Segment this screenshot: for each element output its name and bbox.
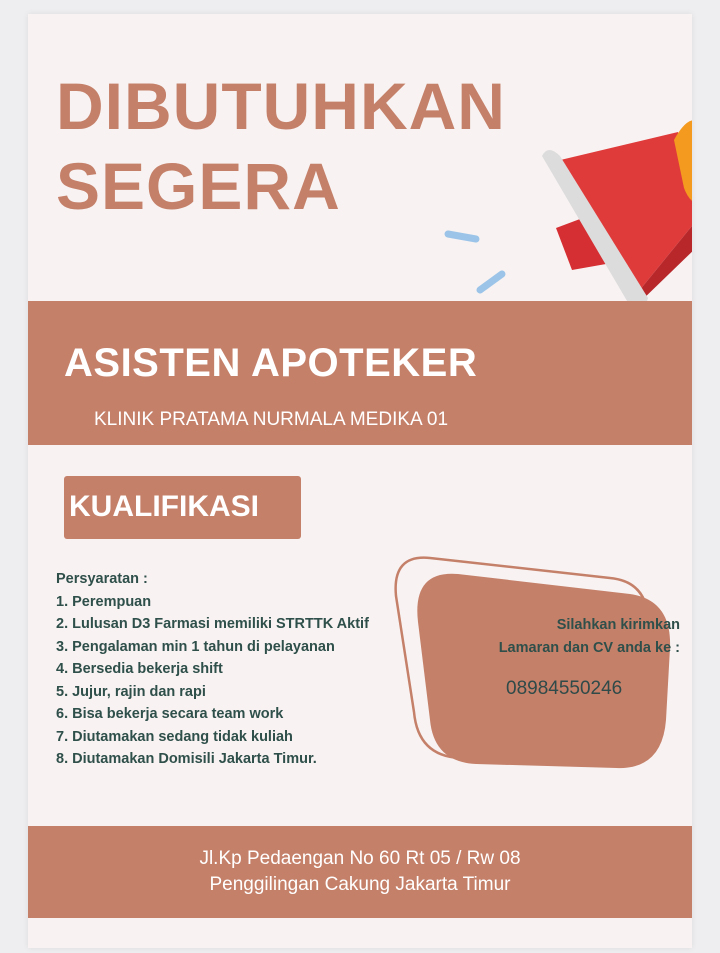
- clinic-name: KLINIK PRATAMA NURMALA MEDIKA 01: [94, 409, 449, 430]
- qualification-heading-box: [64, 476, 301, 539]
- requirements-list: [56, 568, 369, 771]
- contact-line-1: Silahkan kirimkan: [556, 617, 680, 633]
- list-item: 1. Perempuan: [56, 593, 152, 610]
- job-poster: [28, 14, 692, 948]
- job-title: ASISTEN APOTEKER: [64, 341, 478, 385]
- address-line-1: Jl.Kp Pedaengan No 60 Rt 05 / Rw 08: [199, 848, 521, 869]
- list-item: 4. Bersedia bekerja shift: [56, 661, 223, 677]
- headline-line-2: SEGERA: [56, 149, 341, 223]
- list-item: 8. Diutamakan Domisili Jakarta Timur.: [56, 751, 317, 767]
- list-item: 2. Lulusan D3 Farmasi memiliki STRTTK Aktif: [56, 616, 369, 632]
- address-banner: [28, 826, 692, 918]
- job-banner: [28, 301, 692, 445]
- contact-instructions: [436, 614, 680, 660]
- list-item: 3. Pengalaman min 1 tahun di pelayanan: [56, 638, 335, 655]
- phone-number: 08984550246: [506, 678, 623, 699]
- address: [28, 846, 692, 898]
- list-item: 5. Jujur, rajin dan rapi: [56, 683, 206, 700]
- list-item: 7. Diutamakan sedang tidak kuliah: [56, 728, 293, 745]
- qualification-heading: KUALIFIKASI: [69, 490, 259, 523]
- list-item: 6. Bisa bekerja secara team work: [56, 706, 284, 722]
- headline-line-1: DIBUTUHKAN: [56, 69, 506, 143]
- contact-card-shape: [390, 552, 680, 774]
- address-line-2: Penggilingan Cakung Jakarta Timur: [209, 874, 511, 895]
- contact-line-2: Lamaran dan CV anda ke :: [498, 640, 680, 656]
- requirements-intro: Persyaratan :: [56, 571, 148, 587]
